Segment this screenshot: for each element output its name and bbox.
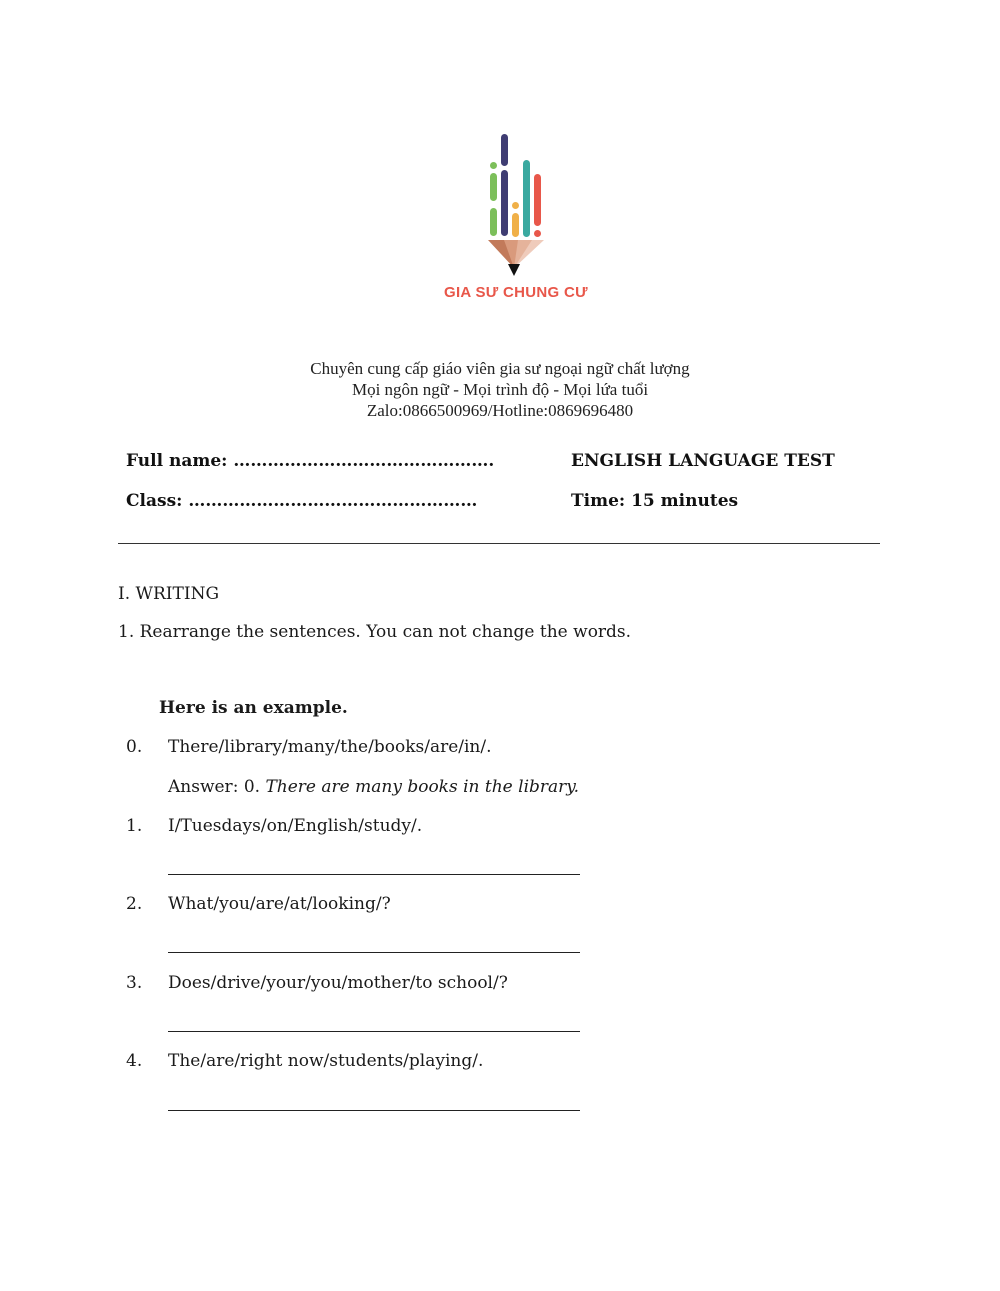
- header-line-3: Zalo:0866500969/Hotline:0869696480: [366, 401, 634, 420]
- question-number: 4.: [126, 1051, 143, 1071]
- logo-bar-green-3: [490, 208, 497, 236]
- logo-bar-green: [490, 162, 497, 169]
- logo-bar-green-2: [490, 173, 497, 201]
- section-title: I. WRITING: [118, 584, 220, 604]
- answer-line[interactable]: [168, 1110, 580, 1111]
- logo-bar-navy-2: [501, 170, 508, 236]
- question-prompt: Does/drive/your/you/mother/to school/?: [168, 973, 508, 993]
- question-number: 2.: [126, 894, 143, 914]
- logo-wordmark: GIA SƯ CHUNG CƯ: [444, 284, 588, 301]
- logo-bar-red: [534, 174, 541, 226]
- answer-line[interactable]: [168, 952, 580, 953]
- question-number: 1.: [126, 816, 143, 836]
- example-answer: [168, 777, 579, 797]
- logo-bar-red-dot: [534, 230, 541, 237]
- logo-bar-teal: [523, 160, 530, 237]
- logo-tip-point: [508, 264, 520, 276]
- logo-bar-navy: [501, 134, 508, 166]
- header-info: [0, 358, 1000, 421]
- header-line-2: Mọi ngôn ngữ - Mọi trình độ - Mọi lứa tuổi: [351, 380, 649, 399]
- example-prompt: There/library/many/the/books/are/in/.: [168, 737, 492, 757]
- test-title: ENGLISH LANGUAGE TEST: [571, 451, 835, 471]
- question-number: 3.: [126, 973, 143, 993]
- fullname-field: Full name: ……………………………………….: [126, 451, 495, 471]
- question-prompt: The/are/right now/students/playing/.: [168, 1051, 484, 1071]
- example-answer-label: Answer: 0.: [168, 777, 266, 797]
- answer-line[interactable]: [168, 1031, 580, 1032]
- example-heading: Here is an example.: [159, 698, 348, 718]
- example-answer-text: There are many books in the library.: [265, 777, 580, 797]
- header-line-1: Chuyên cung cấp giáo viên gia sư ngoại ngữ chất lượng: [310, 359, 690, 378]
- test-time: Time: 15 minutes: [571, 491, 739, 511]
- instruction: 1. Rearrange the sentences. You can not change the words.: [118, 622, 632, 642]
- divider: [118, 543, 880, 544]
- question-prompt: What/you/are/at/looking/?: [168, 894, 391, 914]
- logo-bar-orange-2: [512, 213, 519, 237]
- answer-line[interactable]: [168, 874, 580, 875]
- example-number: 0.: [126, 737, 143, 757]
- logo-bar-orange: [512, 202, 519, 209]
- question-prompt: I/Tuesdays/on/English/study/.: [168, 816, 423, 836]
- pencil-logo-icon: [480, 128, 550, 284]
- class-field: Class: ……………………………………………: [126, 491, 478, 511]
